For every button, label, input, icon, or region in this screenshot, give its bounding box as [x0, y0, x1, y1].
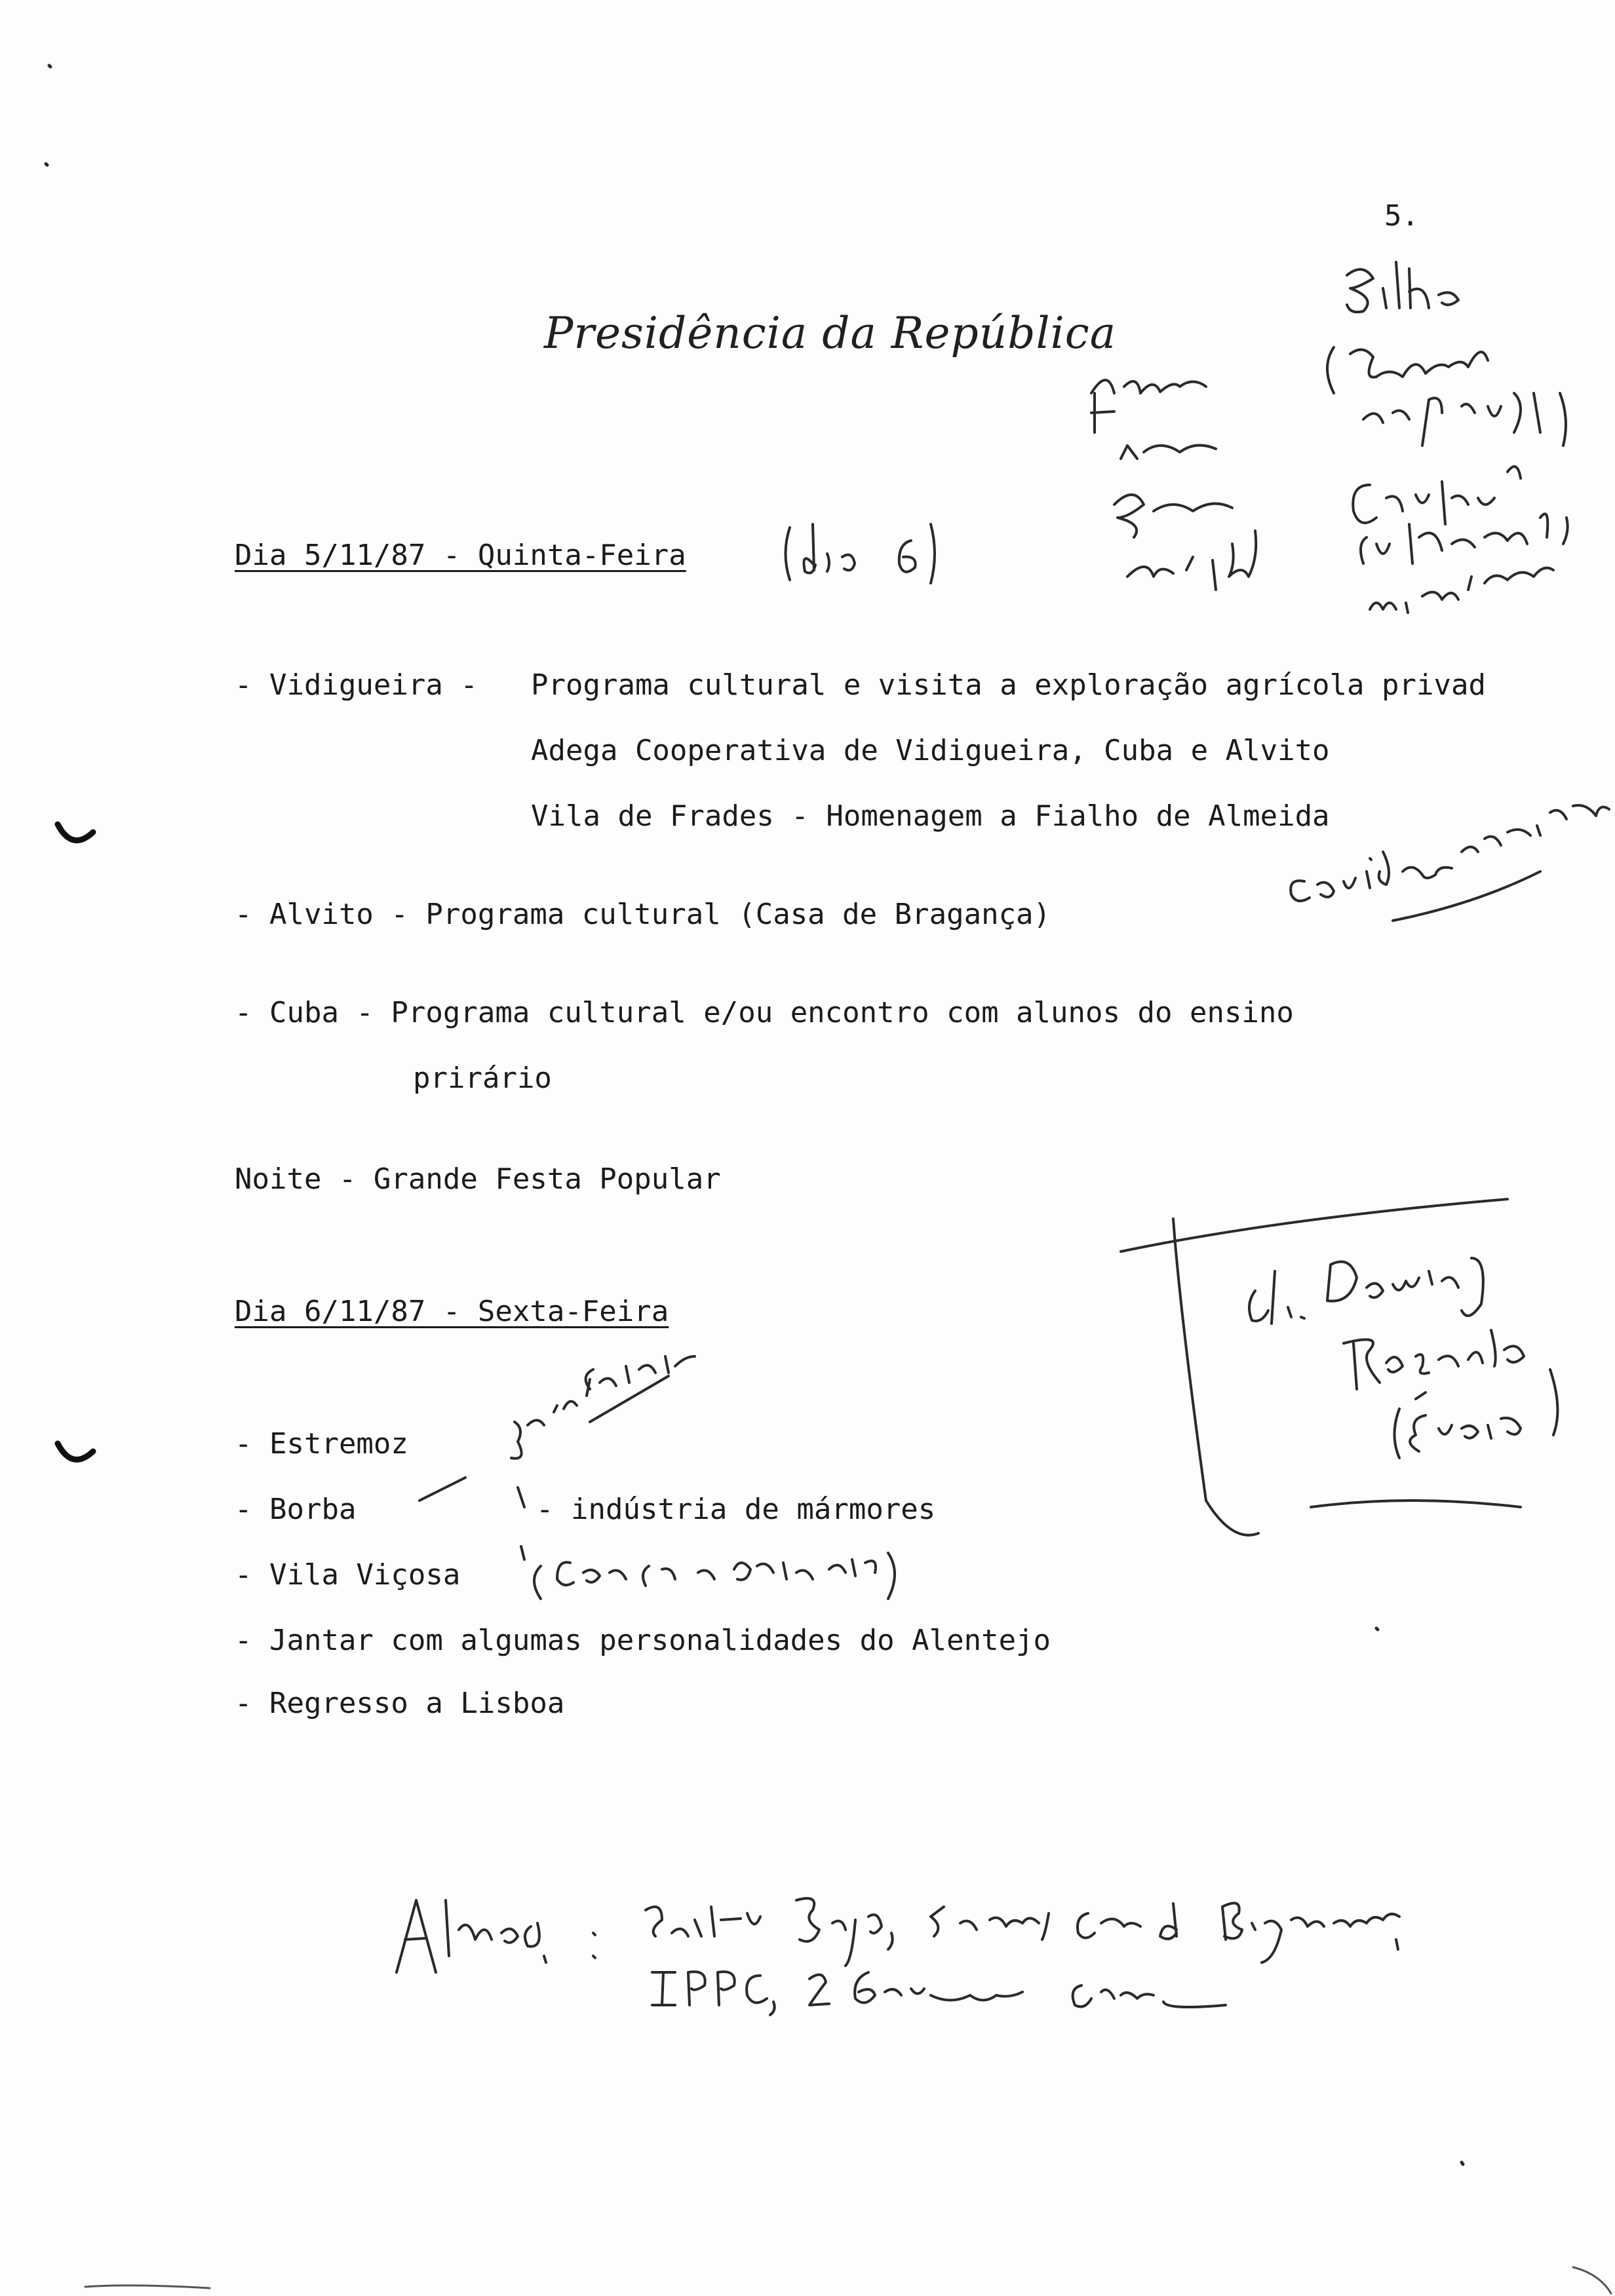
note-casa: [521, 1546, 895, 1599]
day2-item-vila-vicosa: - Vila Viçosa: [235, 1558, 461, 1592]
note-falar: [1091, 380, 1256, 590]
note-dia6: [786, 524, 935, 583]
day1-item-alvito: - Alvito - Programa cultural (Casa de Bragança): [235, 898, 1051, 931]
page-number: 5.: [1384, 199, 1419, 233]
day2-item-regresso: - Regresso a Lisboa: [235, 1687, 565, 1720]
day2-item-borba: - Borba: [235, 1493, 357, 1526]
day1-item-cuba-cont: prirário: [413, 1062, 552, 1095]
letterhead: Presidência da República: [544, 308, 1117, 358]
day1-item-vila-frades: Vila de Frades - Homenagem a Fialho de Almeida: [531, 799, 1330, 833]
day1-item-cuba: - Cuba - Programa cultural e/ou encontro com alunos do ensino: [235, 996, 1294, 1029]
note-domingos: [1121, 1199, 1557, 1535]
note-almoco: [397, 1898, 1399, 2015]
day2-item-marmores: - indústria de mármores: [536, 1493, 936, 1526]
day1-night: Noite - Grande Festa Popular: [235, 1162, 721, 1196]
day2-heading: Dia 6/11/87 - Sexta-Feira: [235, 1295, 669, 1328]
day2-item-jantar: - Jantar com algumas personalidades do Alentejo: [235, 1624, 1051, 1657]
day1-heading: Dia 5/11/87 - Quinta-Feira: [235, 539, 686, 572]
day1-item-adega: Adega Cooperativa de Vidigueira, Cuba e Alvito: [531, 734, 1330, 767]
note-bulhoes: [1327, 262, 1568, 613]
day1-item-vidigueira: Programa cultural e visita a exploração agrícola privad: [531, 668, 1486, 702]
note-convidar: [1291, 805, 1609, 921]
day1-item-vidigueira-lead: - Vidigueira -: [235, 668, 496, 702]
note-joao: [419, 1356, 695, 1507]
day2-item-estremoz: - Estremoz: [235, 1427, 408, 1461]
